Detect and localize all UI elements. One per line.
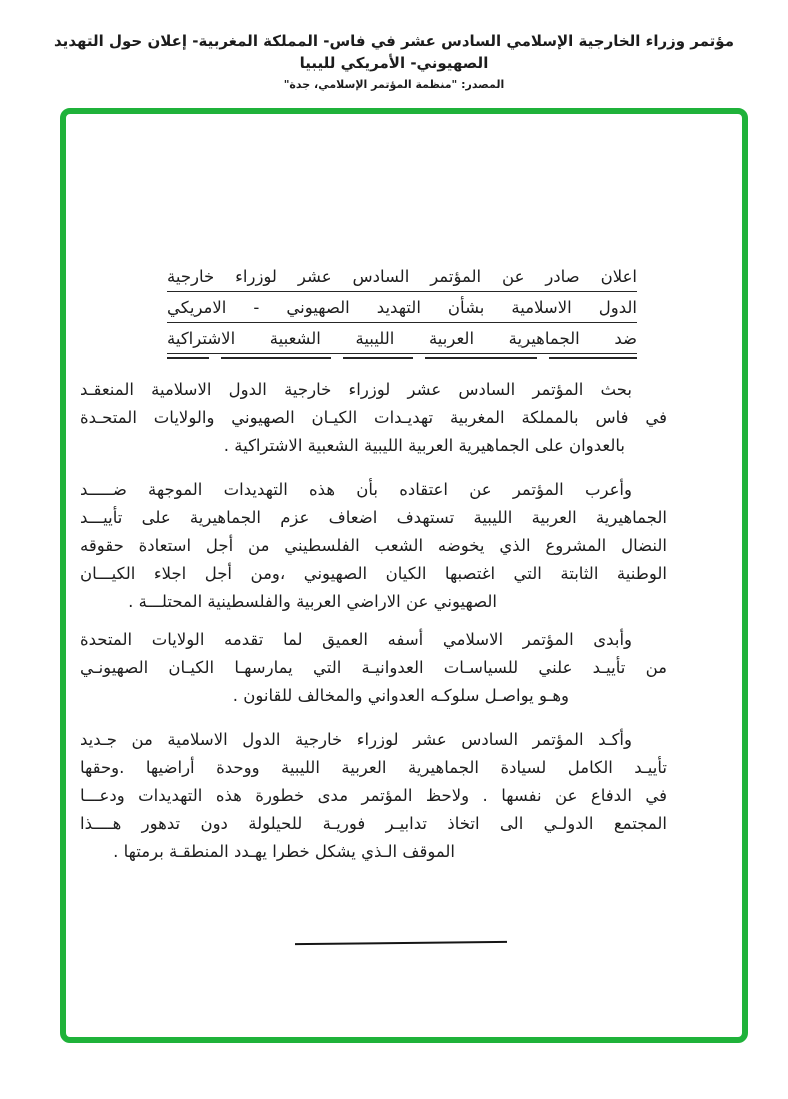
text-line: في فاس بالمملكة المغربية تهديـدات الكيـان الصهيوني والولايات المتحـدة [80, 408, 667, 427]
document-title-line: الدول الاسلامية بشأن التهديد الصهيوني - الامريكي [167, 295, 637, 323]
paragraph-2 [80, 476, 667, 616]
text-line: بالعدوان على الجماهيرية العربية الليبية الشعبية الاشتراكية . [223, 436, 625, 455]
document-title-line: اعلان صادر عن المؤتمر السادس عشر لوزراء خارجية [167, 264, 637, 292]
text-line: وأكـد المؤتمر السادس عشر لوزراء خارجية الدول الاسلامية من جـديد [80, 730, 632, 749]
text-line: النضال المشروع الذي يخوضه الشعب الفلسطيني من أجل استعادة حقوقه [80, 536, 667, 555]
text-line: الجماهيرية العربية الليبية تستهدف اضعاف عزم الجماهيرية على تأييـــد [80, 508, 667, 527]
document-title-line: ضد الجماهيرية العربية الليبية الشعبية الاشتراكية [167, 326, 637, 354]
underline-dash [549, 357, 637, 359]
document-scan-frame [60, 108, 748, 1043]
page-header [0, 30, 788, 91]
document-title [167, 264, 637, 359]
text-line: وهـو يواصـل سلوكـه العدواني والمخالف للقانون . [232, 686, 569, 705]
text-line: وأعرب المؤتمر عن اعتقاده بأن هذه التهديدات الموجهة ضـــــد [80, 480, 632, 499]
title-underline-dashes [167, 357, 637, 359]
text-line: الموقف الـذي يشكل خطرا يهـدد المنطقـة برمتها . [113, 842, 455, 861]
end-of-text-rule [294, 941, 506, 945]
text-line: تأييـد الكامل لسيادة الجماهيرية العربية الليبية ووحدة أراضيها .وحقها [80, 758, 667, 777]
underline-dash [167, 357, 209, 359]
paragraph-1 [80, 376, 667, 460]
underline-dash [343, 357, 413, 359]
text-line: في الدفاع عن نفسها . ولاحظ المؤتمر مدى خطورة هذه التهديدات ودعـــا [80, 786, 667, 805]
text-line: بحث المؤتمر السادس عشر لوزراء خارجية الدول الاسلامية المنعقـد [80, 380, 632, 399]
text-line: من تأييـد علني للسياسـات العدوانيـة التي يمارسهـا الكيـان الصهيونـي [80, 658, 667, 677]
text-line: وأبدى المؤتمر الاسلامي أسفه العميق لما تقدمه الولايات المتحدة [80, 630, 632, 649]
source-caption: المصدر: "منظمة المؤتمر الإسلامي، جدة" [283, 78, 505, 91]
paragraph-4 [80, 726, 667, 866]
text-line: الصهيوني عن الاراضي العربية والفلسطينية المحتلـــة . [128, 592, 497, 611]
underline-dash [425, 357, 537, 359]
text-line: الوطنية الثابتة التي اغتصبها الكيان الصهيوني ،ومن أجل اجلاء الكيـــان [80, 564, 667, 583]
underline-dash [221, 357, 331, 359]
paragraph-3 [80, 626, 667, 710]
page-title: مؤتمر وزراء الخارجية الإسلامي السادس عشر في فاس- المملكة المغربية- إعلان حول التهديد الصهيوني- الأمريكي لليبيا [54, 32, 734, 72]
document-body [66, 114, 742, 1037]
text-line: المجتمع الدولـي الى اتخاذ تدابيـر فوريـة للحيلولة دون تدهور هــــذا [80, 814, 667, 833]
